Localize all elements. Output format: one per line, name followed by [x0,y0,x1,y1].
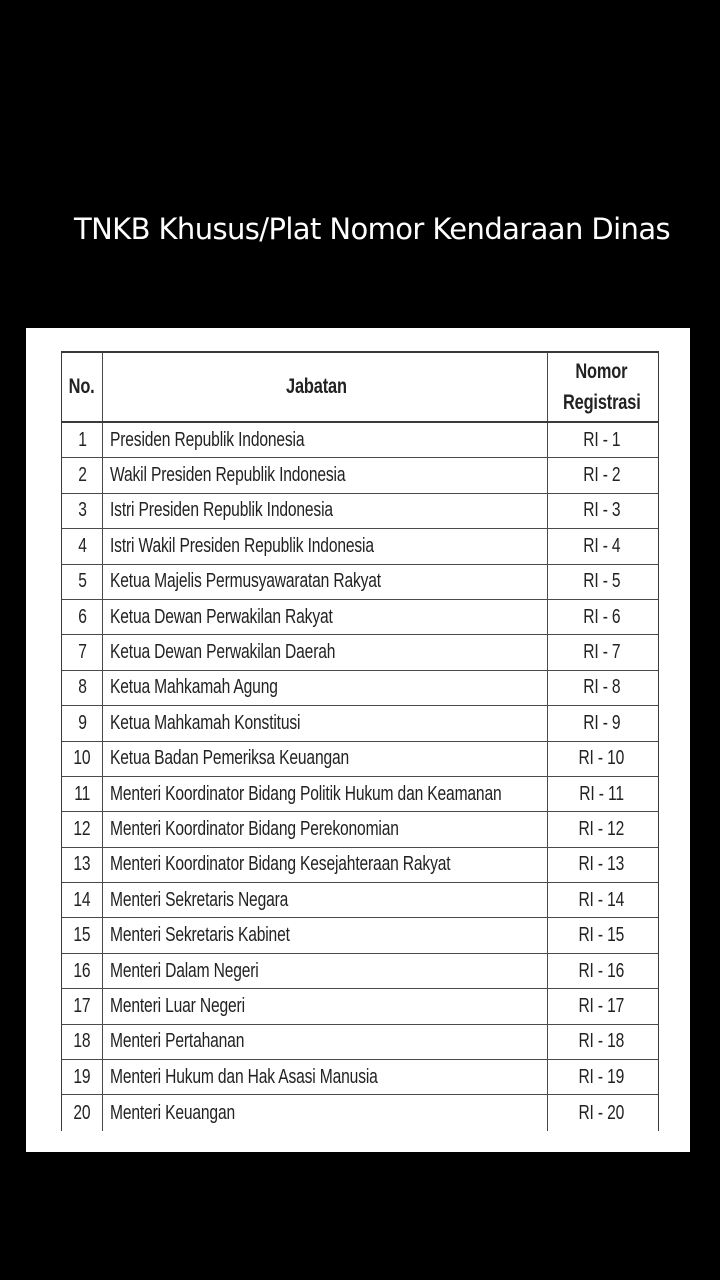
row-registration: RI - 20 [578,1101,625,1124]
row-registration: RI - 1 [582,428,621,451]
row-number-cell [62,565,103,599]
row-number: 17 [73,994,91,1017]
row-jabatan-cell [103,635,548,669]
row-number: 15 [73,924,91,947]
row-registration: RI - 14 [578,888,625,911]
row-number: 20 [73,1101,91,1124]
row-jabatan: Menteri Koordinator Bidang Perekonomian [110,817,399,840]
row-jabatan: Menteri Dalam Negeri [110,959,259,982]
row-registration-cell [548,565,655,599]
row-number-cell [62,706,103,740]
row-registration-cell [548,954,655,988]
row-registration: RI - 8 [582,676,621,699]
row-number: 1 [77,428,87,451]
row-jabatan: Presiden Republik Indonesia [110,428,305,451]
row-number-cell [62,529,103,563]
row-registration-cell [548,706,655,740]
header-registrasi-label: Registrasi [562,391,641,414]
row-registration-cell [548,1095,655,1130]
row-jabatan: Ketua Majelis Permusyawaratan Rakyat [110,570,381,593]
row-registration: RI - 10 [578,747,625,770]
registration-table [61,351,659,1131]
row-registration-cell [548,812,655,846]
row-jabatan: Ketua Dewan Perwakilan Rakyat [110,605,333,628]
table-row [62,1060,658,1095]
row-number: 18 [73,1030,91,1053]
row-number: 8 [77,676,87,699]
row-number-cell [62,635,103,669]
row-number: 19 [73,1065,91,1088]
row-jabatan-cell [103,883,548,917]
row-number-cell [62,742,103,776]
table-header-row [62,353,658,423]
header-nomor-label: Nomor [575,360,628,383]
row-number: 13 [73,853,91,876]
table-row [62,600,658,635]
row-number-cell [62,600,103,634]
row-jabatan: Menteri Pertahanan [110,1030,245,1053]
row-jabatan: Ketua Mahkamah Agung [110,676,278,699]
row-jabatan: Menteri Keuangan [110,1101,235,1124]
header-no [62,353,103,421]
row-jabatan-cell [103,848,548,882]
table-row [62,777,658,812]
row-jabatan: Istri Wakil Presiden Republik Indonesia [110,534,374,557]
row-number-cell [62,812,103,846]
row-number-cell [62,494,103,528]
row-registration-cell [548,529,655,563]
row-registration: RI - 4 [582,534,621,557]
row-registration-cell [548,1060,655,1094]
row-registration: RI - 7 [582,641,621,664]
row-jabatan: Ketua Mahkamah Konstitusi [110,711,301,734]
row-registration: RI - 15 [578,924,625,947]
row-registration-cell [548,458,655,492]
row-registration-cell [548,918,655,952]
table-row [62,1025,658,1060]
row-number-cell [62,918,103,952]
row-registration-cell [548,671,655,705]
table-row [62,918,658,953]
header-nomor-registrasi [548,353,655,421]
row-jabatan-cell [103,777,548,811]
row-registration-cell [548,423,655,457]
row-registration: RI - 9 [582,711,621,734]
row-jabatan: Wakil Presiden Republik Indonesia [110,464,346,487]
row-registration: RI - 6 [582,605,621,628]
row-registration: RI - 19 [578,1065,625,1088]
row-jabatan-cell [103,742,548,776]
row-jabatan: Menteri Luar Negeri [110,994,245,1017]
row-jabatan-cell [103,458,548,492]
table-row [62,565,658,600]
row-registration: RI - 16 [578,959,625,982]
row-registration: RI - 18 [578,1030,625,1053]
row-number-cell [62,458,103,492]
row-registration: RI - 11 [579,782,624,805]
row-jabatan-cell [103,1025,548,1059]
row-number: 11 [74,782,90,805]
row-number-cell [62,1095,103,1130]
row-registration-cell [548,600,655,634]
row-registration-cell [548,742,655,776]
row-jabatan-cell [103,1060,548,1094]
table-row [62,671,658,706]
row-registration-cell [548,494,655,528]
row-number-cell [62,1060,103,1094]
row-jabatan-cell [103,918,548,952]
table-row [62,494,658,529]
table-row [62,635,658,670]
row-registration-cell [548,989,655,1023]
header-jabatan [103,353,548,421]
table-row [62,989,658,1024]
row-registration-cell [548,635,655,669]
row-jabatan: Ketua Badan Pemeriksa Keuangan [110,747,350,770]
row-registration-cell [548,777,655,811]
table-row [62,706,658,741]
row-jabatan: Istri Presiden Republik Indonesia [110,499,333,522]
row-number-cell [62,883,103,917]
row-jabatan-cell [103,812,548,846]
row-jabatan-cell [103,600,548,634]
row-jabatan: Menteri Koordinator Bidang Politik Hukum dan Keamanan [110,782,502,805]
table-row [62,954,658,989]
table-row [62,812,658,847]
row-registration-cell [548,848,655,882]
row-number: 2 [77,464,87,487]
table-row [62,883,658,918]
row-number-cell [62,989,103,1023]
row-jabatan-cell [103,989,548,1023]
row-number: 14 [73,888,91,911]
row-jabatan-cell [103,565,548,599]
row-jabatan-cell [103,1095,548,1130]
row-jabatan-cell [103,494,548,528]
header-jabatan-label: Jabatan [286,375,347,398]
row-number: 12 [73,817,91,840]
row-registration: RI - 2 [582,464,621,487]
row-number-cell [62,423,103,457]
row-jabatan-cell [103,954,548,988]
row-jabatan: Menteri Sekretaris Negara [110,888,289,911]
row-jabatan-cell [103,706,548,740]
row-registration: RI - 5 [582,570,621,593]
row-jabatan-cell [103,529,548,563]
row-jabatan-cell [103,423,548,457]
table-row [62,1095,658,1130]
row-number: 9 [77,711,87,734]
row-number: 10 [73,747,91,770]
row-registration-cell [548,1025,655,1059]
row-jabatan: Menteri Hukum dan Hak Asasi Manusia [110,1065,378,1088]
document-sheet [26,328,690,1152]
row-registration: RI - 3 [582,499,621,522]
row-number-cell [62,848,103,882]
row-jabatan: Ketua Dewan Perwakilan Daerah [110,641,336,664]
row-number: 6 [77,605,87,628]
row-number-cell [62,954,103,988]
row-registration: RI - 17 [578,994,625,1017]
row-jabatan-cell [103,671,548,705]
table-row [62,529,658,564]
row-jabatan: Menteri Koordinator Bidang Kesejahteraan Rakyat [110,853,451,876]
row-number: 3 [77,499,87,522]
row-number: 7 [77,641,87,664]
row-number: 16 [73,959,91,982]
table-row [62,423,658,458]
table-row [62,848,658,883]
row-number-cell [62,671,103,705]
row-registration: RI - 13 [578,853,625,876]
row-number: 4 [77,534,87,557]
row-registration-cell [548,883,655,917]
table-row [62,742,658,777]
row-number: 5 [77,570,87,593]
caption-title: TNKB Khusus/Plat Nomor Kendaraan Dinas [73,212,671,246]
header-no-label: No. [69,375,95,398]
row-number-cell [62,777,103,811]
table-row [62,458,658,493]
row-jabatan: Menteri Sekretaris Kabinet [110,924,290,947]
row-registration: RI - 12 [578,817,625,840]
row-number-cell [62,1025,103,1059]
